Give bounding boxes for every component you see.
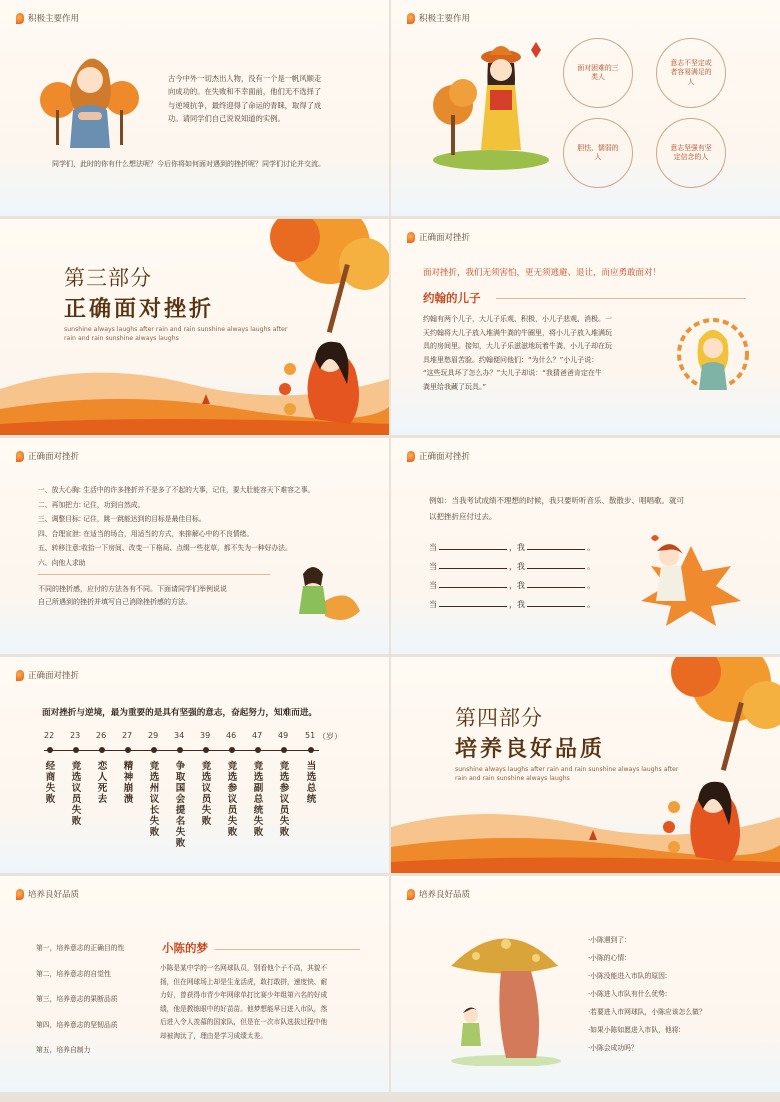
age-label: 26 [96, 731, 107, 740]
section-number: 第三部分 [64, 266, 152, 290]
slide-7-timeline[interactable] [0, 657, 389, 873]
leaf-mark-icon [407, 232, 415, 243]
slide-1[interactable] [0, 0, 389, 216]
quality-list: 第一，培养意志的正确目的性 第二，培养意志的自觉性 第三，培养意志的果断品质 第四，培养意志的坚韧品质 第五，培养自制力 [36, 944, 125, 1054]
intro-paragraph: 古今中外一切杰出人物，没有一个是一帆风顺走 向成功的。在失败和不幸面前，他们无不选择了 与逆境抗争，最终迎得了命运的青睐，取得了成 功。请同学们自己说说知道的实例。 [168, 74, 322, 123]
story-title: 约翰的儿子 [423, 291, 481, 305]
slide-header: 正确面对挫折 [407, 231, 470, 243]
section-english: sunshine always laughs after rain and rain sunshine always laughs after rain and rain sunshine always laughs [64, 326, 288, 342]
leaf-mark-icon [407, 451, 415, 462]
circle-timid: 胆怯、懦弱的人 [563, 118, 633, 188]
section-title: 正确面对挫折 [64, 297, 215, 322]
timeline-events [44, 747, 344, 857]
girl-leaf-illustration [285, 556, 365, 626]
slide-2[interactable] [391, 0, 780, 216]
event-label: 当选总统 [306, 761, 317, 805]
title-rule [215, 949, 360, 950]
fill-in-rows [429, 538, 595, 614]
autumn-landscape [391, 657, 780, 873]
leaf-mark-icon [407, 13, 415, 24]
circle-unsteady-will: 意志不坚定或者容易满足的人 [656, 38, 726, 108]
age-label: 51 [305, 731, 316, 740]
event-label: 竞选议员失败 [201, 761, 212, 827]
event-label: 竞选参议员失败 [227, 761, 238, 838]
event-label: 竞选参议员失败 [279, 761, 290, 838]
girl-wreath-illustration [674, 315, 752, 393]
age-label: 23 [70, 731, 81, 740]
lead-sentence: 面对挫折，我们无须害怕，更无须逃避、退让，而应勇敢面对！ [423, 268, 662, 278]
girl-maple-leaf-illustration [631, 526, 751, 631]
question-list: ·小陈遇到了: ·小陈的心情： ·小陈没能进入市队的原因: ·小陈进入市队有什么优势: ·若要进入市网球队，小陈应该怎么做？ ·如果小陈如愿进入市队，他将: ·小陈会成功吗？ [588, 936, 706, 1052]
timeline-ages [44, 731, 354, 745]
age-label: 29 [148, 731, 159, 740]
slide-header: 正确面对挫折 [16, 669, 79, 681]
age-label: 46 [226, 731, 237, 740]
slide-9[interactable] [0, 876, 389, 1092]
discussion-question: 同学们，此时的你有什么想法呢？今后你将如何面对遇到的挫折呢？同学们讨论并交流。 [52, 160, 325, 168]
slide-header: 培养良好品质 [407, 888, 470, 900]
slide-header: 培养良好品质 [16, 888, 79, 900]
circle-three-types: 面对困难的三类人 [563, 38, 633, 108]
event-label: 竞选议员失败 [71, 761, 82, 827]
leaf-mark-icon [16, 889, 24, 900]
age-label: 49 [278, 731, 289, 740]
slide-header: 正确面对挫折 [16, 450, 79, 462]
section-english: sunshine always laughs after rain and rain sunshine always laughs after rain and rain sunshine always laughs [455, 766, 679, 782]
leaf-mark-icon [16, 451, 24, 462]
leaf-mark-icon [407, 889, 415, 900]
section-title: 培养良好品质 [455, 737, 606, 762]
age-label: 39 [200, 731, 211, 740]
leaf-mark-icon [16, 13, 24, 24]
age-label: 34 [174, 731, 185, 740]
girl-with-hat-illustration [431, 35, 551, 170]
slide-3-section[interactable] [0, 219, 389, 435]
girl-illustration [40, 40, 140, 150]
slide-header: 正确面对挫折 [407, 450, 470, 462]
title-rule [496, 298, 746, 299]
slide-10[interactable] [391, 876, 780, 1092]
age-label: 47 [252, 731, 263, 740]
age-label: 22 [44, 731, 55, 740]
event-label: 争取国会提名失败 [175, 761, 186, 849]
circle-strong-will: 意志坚强有坚定信念的人 [656, 118, 726, 188]
lead-sentence: 面对挫折与逆境，最为重要的是具有坚强的意志，奋起努力，知难而进。 [42, 708, 318, 718]
example-text: 例如：当我考试成绩不理想的时候，我只要听听音乐、散散步、唱唱歌。就可 以把挫折应付过去。 [429, 496, 684, 521]
divider [38, 574, 270, 575]
story-title: 小陈的梦 [162, 941, 208, 955]
slide-8-section[interactable] [391, 657, 780, 873]
slide-header: 积极主要作用 [16, 12, 79, 24]
event-label: 精神崩溃 [123, 761, 134, 805]
age-unit: （岁） [318, 732, 342, 741]
story-paragraph: 小陈是某中学的一名网球队员，别看他个子不高，其貌不 扬，但在网球场上却是生龙活虎，敢打敢拼，速度快、耐 力好，曾获得市青少年网球单打比赛少年组第六名的好成 绩，他是教练眼中的好苗苗。他梦想能早日进入市队，然 后进入令人羡慕的国家队，但是在一次市队选拔过程中他 却被淘汰了，理由是学习成绩太差。 [160, 964, 328, 1040]
fill-row[interactable]: 当 ，我 。 [429, 581, 595, 590]
coping-list: 一、放大心胸: 生活中的许多挫折并不是多了不起的大事，记住，要大肚能容天下难容之事。 二、再加把力: 记住，功到自然成。 三、调整目标: 记住，跳一跳能达到的目标是最佳目标。 四、合理宣泄: 在适当的场合，用适当的方式，来排解心中的不良情绪。 五、转移注意:收拾一下房间、改变一下格局、点缀一些花草，都不失为一种好办法。 六、向他人求助 [38, 486, 315, 567]
event-label: 竞选副总统失败 [253, 761, 264, 838]
story-paragraph: 约翰有两个儿子，大儿子乐观、积极，小儿子悲观、消极。一 天约翰将大儿子放入堆满牛粪的牛圈里，将小儿子放入堆满玩 具的房间里。接知，大儿子乐滋滋地玩着牛粪，小儿子却在玩 具堆里愁眉苦脸。约翰便问他们：“为什么？”小儿子说： “这些玩具坏了怎么办？”大儿子却说：“我猜爸爸肯定在牛 粪里给我藏了玩具。” [423, 315, 612, 391]
slide-4[interactable] [391, 219, 780, 435]
slide-header: 积极主要作用 [407, 12, 470, 24]
fill-row[interactable]: 当 ，我 。 [429, 562, 595, 571]
mushroom-girl-illustration [446, 926, 561, 1066]
slide-5[interactable] [0, 438, 389, 654]
slide-6[interactable] [391, 438, 780, 654]
event-label: 恋人死去 [97, 761, 108, 805]
closing-paragraph: 不同的挫折感，应付的方法各有不同。下面请同学们举例说说 自己所遇到的挫折并填写自己消除挫折感的方法。 [38, 585, 227, 607]
fill-row[interactable]: 当 ，我 。 [429, 600, 595, 609]
leaf-mark-icon [16, 670, 24, 681]
event-label: 竞选州议长失败 [149, 761, 160, 838]
event-label: 经商失败 [45, 761, 56, 805]
section-number: 第四部分 [455, 706, 543, 730]
age-label: 27 [122, 731, 133, 740]
fill-row[interactable]: 当 ，我 。 [429, 543, 595, 552]
